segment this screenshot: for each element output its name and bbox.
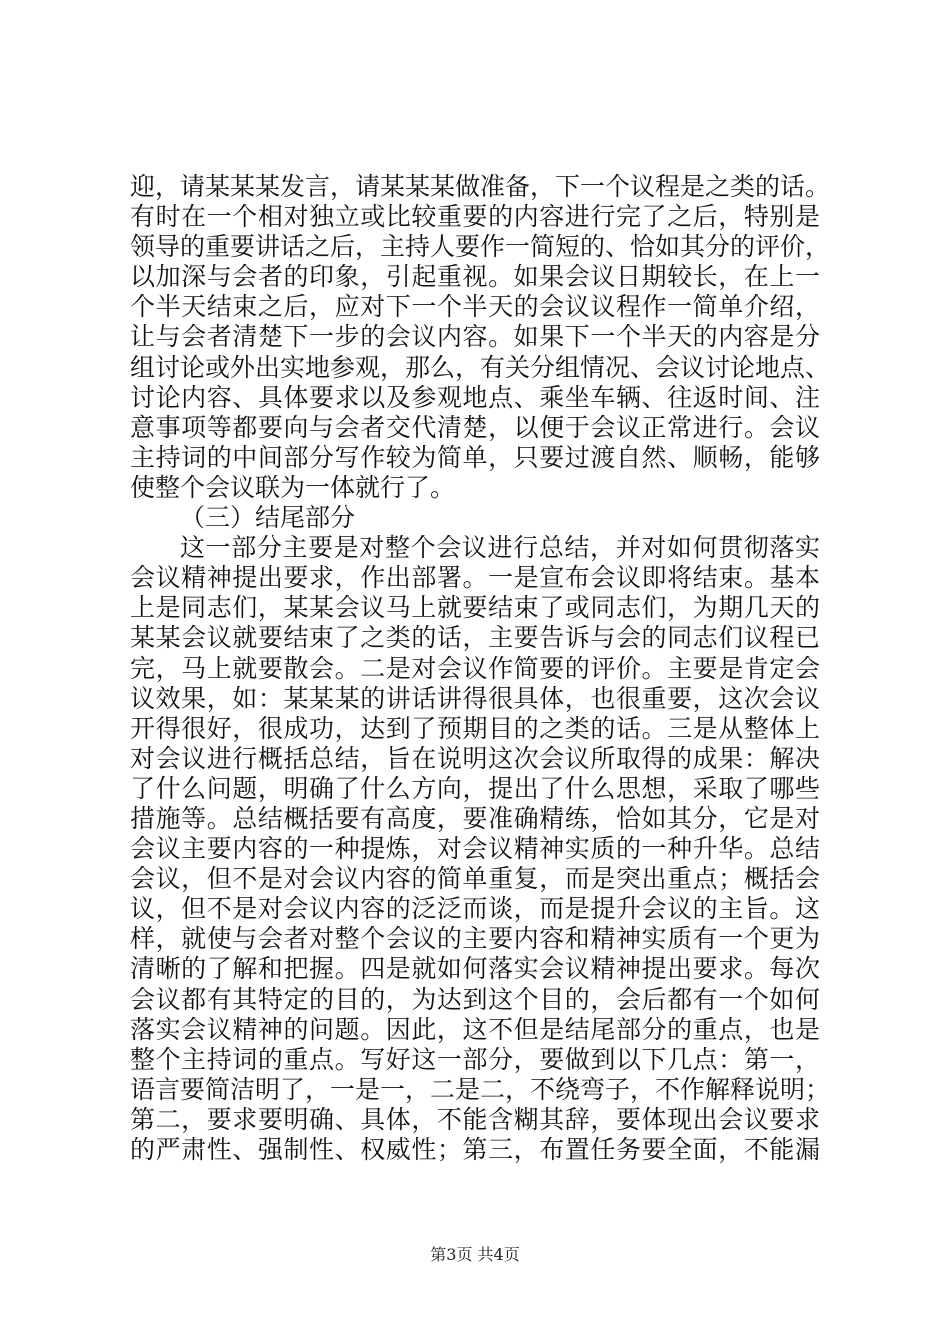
text-line: 个半天结束之后，应对下一个半天的会议议程作一简单介绍， [130, 292, 820, 322]
text-line: 措施等。总结概括要有高度，要准确精练，恰如其分，它是对 [130, 803, 820, 833]
text-line: 会议精神提出要求，作出部署。一是宣布会议即将结束。基本 [130, 563, 820, 593]
text-line: 议，但不是对会议内容的泛泛而谈，而是提升会议的主旨。这 [130, 894, 820, 924]
text-line: 样，就使与会者对整个会议的主要内容和精神实质有一个更为 [130, 924, 820, 954]
text-line: 的严肃性、强制性、权威性；第三，布置任务要全面，不能漏 [130, 1135, 820, 1164]
text-line: 议效果，如：某某某的讲话讲得很具体，也很重要，这次会议 [130, 683, 820, 713]
text-line: 落实会议精神的问题。因此，这不但是结尾部分的重点，也是 [130, 1014, 820, 1044]
text-line: 完，马上就要散会。二是对会议作简要的评价。主要是肯定会 [130, 653, 820, 683]
section-heading: （三）结尾部分 [180, 503, 356, 533]
text-line: 有时在一个相对独立或比较重要的内容进行完了之后，特别是 [130, 202, 820, 232]
text-line: 对会议进行概括总结，旨在说明这次会议所取得的成果：解决 [130, 743, 820, 773]
text-line: 意事项等都要向与会者交代清楚，以便于会议正常进行。会议 [130, 412, 820, 442]
text-line: 组讨论或外出实地参观，那么，有关分组情况、会议讨论地点、 [130, 352, 831, 382]
text-line: 整个主持词的重点。写好这一部分，要做到以下几点：第一， [130, 1044, 820, 1074]
text-line: 了什么问题，明确了什么方向，提出了什么思想，采取了哪些 [130, 773, 820, 803]
text-line: 讨论内容、具体要求以及参观地点、乘坐车辆、往返时间、注 [130, 382, 820, 412]
text-line: 会议主要内容的一种提炼，对会议精神实质的一种升华。总结 [130, 834, 820, 864]
document-body [130, 172, 831, 1165]
text-line: 语言要简洁明了，一是一，二是二，不绕弯子，不作解释说明； [130, 1074, 831, 1104]
text-line: 第二，要求要明确、具体，不能含糊其辞，要体现出会议要求 [130, 1104, 820, 1134]
text-line: 某某会议就要结束了之类的话，主要告诉与会的同志们议程已 [130, 623, 820, 653]
page-footer [0, 1242, 950, 1265]
text-line: 会议都有其特定的目的，为达到这个目的，会后都有一个如何 [130, 984, 820, 1014]
text-line: 让与会者清楚下一步的会议内容。如果下一个半天的内容是分 [130, 322, 820, 352]
text-line: 领导的重要讲话之后，主持人要作一简短的、恰如其分的评价， [130, 232, 831, 262]
text-line: 开得很好，很成功，达到了预期目的之类的话。三是从整体上 [130, 713, 820, 743]
text-line: 上是同志们，某某会议马上就要结束了或同志们，为期几天的 [130, 593, 820, 623]
text-line: 迎，请某某某发言，请某某某做准备，下一个议程是之类的话。 [130, 172, 831, 201]
text-line: 清晰的了解和把握。四是就如何落实会议精神提出要求。每次 [130, 954, 820, 984]
text-line: 使整个会议联为一体就行了。 [130, 472, 456, 502]
text-line: 会议，但不是对会议内容的简单重复，而是突出重点；概括会 [130, 864, 820, 894]
page-number: 第3页 共4页 [430, 1245, 520, 1264]
text-line: 主持词的中间部分写作较为简单，只要过渡自然、顺畅，能够 [130, 442, 820, 472]
text-line: 以加深与会者的印象，引起重视。如果会议日期较长，在上一 [130, 262, 820, 292]
text-line: 这一部分主要是对整个会议进行总结，并对如何贯彻落实 [180, 533, 820, 563]
